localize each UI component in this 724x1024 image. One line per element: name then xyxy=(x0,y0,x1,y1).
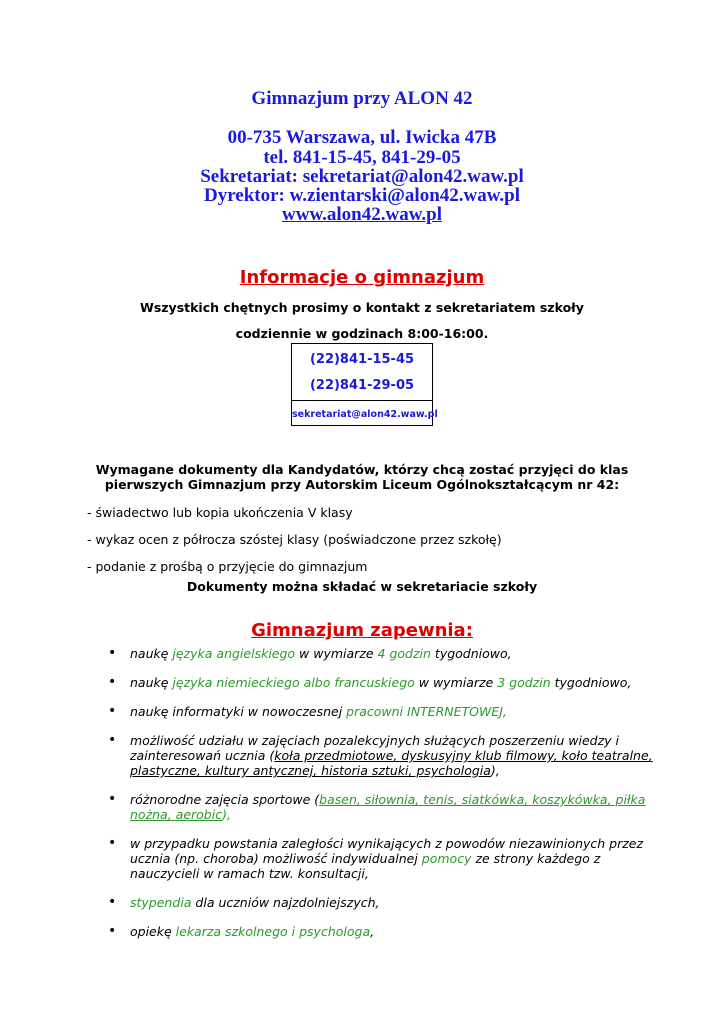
provides-item-text: naukę informatyki w nowoczesnej xyxy=(130,704,347,719)
contact-line: Wszystkich chętnych prosimy o kontakt z sekretariatem szkoły xyxy=(140,300,584,315)
hours-line: codziennie w godzinach 8:00-16:00. xyxy=(235,326,489,341)
provides-item xyxy=(108,895,668,910)
provides-item-text: w przypadku powstania zaległości wynikających z powodów niezawinionych przez ucznia (np. choroba) możliwość indywidualnej xyxy=(130,836,644,866)
provides-item-text: możliwość udziału w zajęciach pozalekcyjnych służących poszerzeniu wiedzy i zainteresowań ucznia ( xyxy=(130,733,620,763)
provides-item-text: w wymiarze xyxy=(295,646,378,661)
contact-box xyxy=(291,343,438,426)
contact-phone-1: (22)841-15-45 xyxy=(309,352,415,367)
school-name: Gimnazjum przy ALON 42 xyxy=(251,88,473,109)
provides-item-text: języka niemieckiego albo francuskiego xyxy=(172,675,415,690)
director-email: Dyrektor: w.zientarski@alon42.waw.pl xyxy=(203,185,521,206)
provides-item xyxy=(108,836,668,881)
provides-item-text: pomocy xyxy=(421,851,472,866)
provides-item-text: dla uczniów najzdolniejszych, xyxy=(191,895,380,910)
provides-item-text: lekarza szkolnego i psychologa xyxy=(175,924,371,939)
provides-item-text: tygodniowo, xyxy=(430,646,512,661)
school-address: 00-735 Warszawa, ul. Iwicka 47B xyxy=(227,127,497,148)
documents-heading-line1: Wymagane dokumenty dla Kandydatów, którzy chcą zostać przyjęci do klas xyxy=(95,462,629,477)
provides-item-text: pracowni INTERNETOWEJ, xyxy=(346,704,507,719)
provides-item-text: koła przedmiotowe, dyskusyjny klub filmowy, koło teatralne, plastyczne, kultury antycznej, historia sztuki, psychologia xyxy=(130,748,653,778)
provides-item-text: basen, siłownia, tenis, siatkówka, koszykówka, piłka nożna, aerobic xyxy=(130,792,646,822)
secretariat-email: Sekretariat: sekretariat@alon42.waw.pl xyxy=(200,166,524,187)
provides-item xyxy=(108,704,668,719)
provides-title: Gimnazjum zapewnia: xyxy=(251,620,473,641)
provides-item xyxy=(108,646,668,661)
provides-item-text: , xyxy=(370,924,375,939)
contact-phone-2: (22)841-29-05 xyxy=(309,378,415,393)
contact-email[interactable]: sekretariat@alon42.waw.pl xyxy=(292,400,432,428)
provides-item xyxy=(108,733,668,778)
info-title: Informacje o gimnazjum xyxy=(239,267,485,288)
documents-heading-line2: pierwszych Gimnazjum przy Autorskim Liceum Ogólnokształcącym nr 42: xyxy=(104,477,620,492)
provides-item-text: tygodniowo, xyxy=(550,675,632,690)
website-link-text[interactable]: www.alon42.waw.pl xyxy=(282,204,442,225)
provides-item-text: 3 godzin xyxy=(497,675,551,690)
website-link[interactable] xyxy=(0,204,724,226)
provides-item xyxy=(108,675,668,690)
provides-item-text: 4 godzin xyxy=(377,646,431,661)
provides-item-text: ), xyxy=(490,763,500,778)
provides-item-text: języka angielskiego xyxy=(172,646,296,661)
provides-item-text: ze strony każdego z nauczycieli w ramach tzw. konsultacji, xyxy=(130,851,601,881)
provides-item xyxy=(108,924,668,939)
documents-note: Dokumenty można składać w sekretariacie szkoły xyxy=(186,579,538,594)
provides-item-text: różnorodne zajęcia sportowe ( xyxy=(130,792,320,807)
provides-item xyxy=(108,792,668,822)
school-phone: tel. 841-15-45, 841-29-05 xyxy=(263,147,461,168)
document-item: - świadectwo lub kopia ukończenia V klasy xyxy=(87,505,353,520)
document-item: - podanie z prośbą o przyjęcie do gimnazjum xyxy=(87,559,368,574)
provides-item-text: naukę xyxy=(130,675,173,690)
provides-item-text: opiekę xyxy=(130,924,176,939)
provides-item-text: ), xyxy=(222,807,231,822)
document-item: - wykaz ocen z półrocza szóstej klasy (poświadczone przez szkołę) xyxy=(87,532,502,547)
provides-list xyxy=(108,646,668,953)
provides-item-text: w wymiarze xyxy=(414,675,498,690)
provides-item-text: naukę xyxy=(130,646,173,661)
provides-item-text: stypendia xyxy=(130,895,192,910)
